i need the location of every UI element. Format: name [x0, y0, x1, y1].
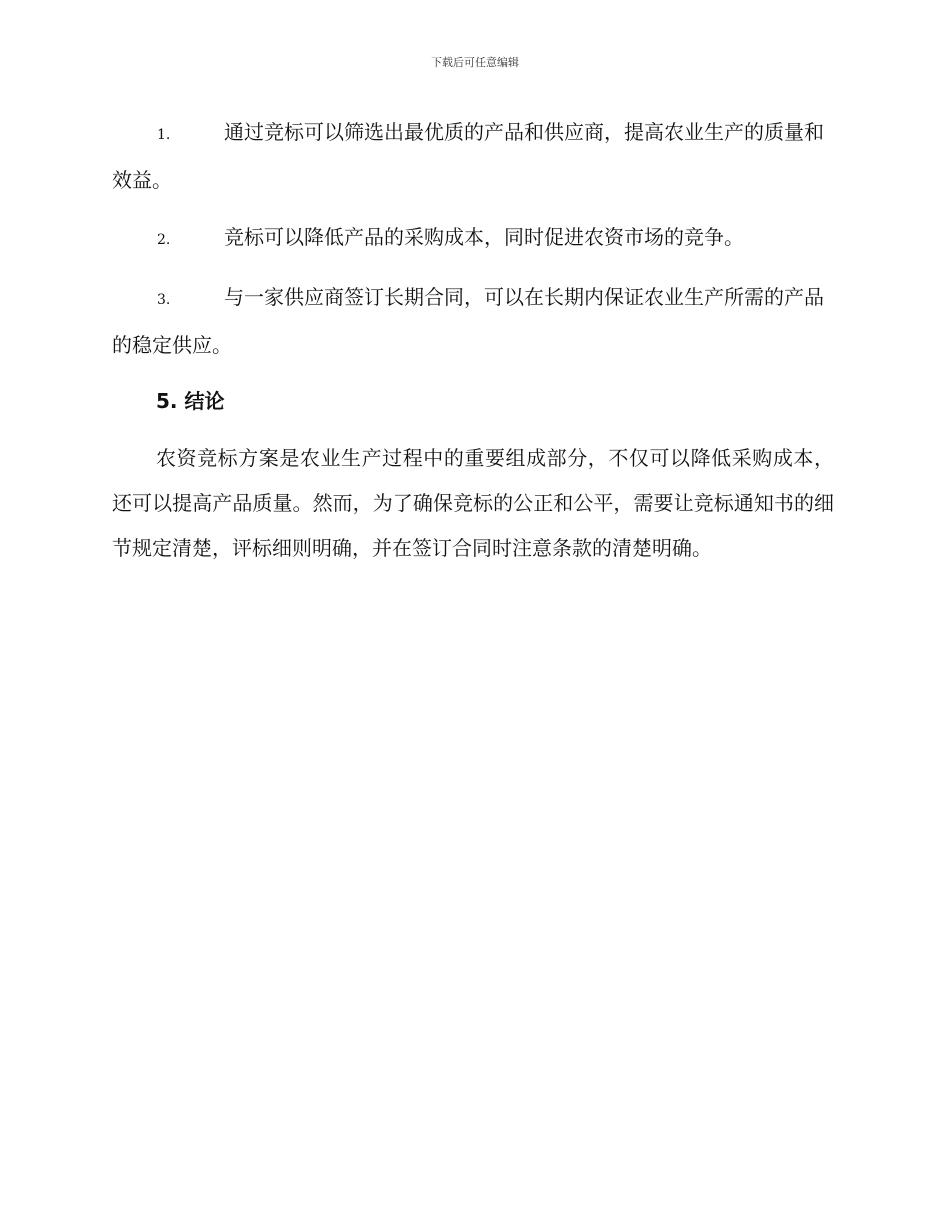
- header-note: 下载后可任意编辑: [431, 56, 519, 69]
- list-item-text: 通过竞标可以筛选出最优质的产品和供应商，提高农业生产的质量和效益。: [112, 120, 824, 192]
- section-heading: 5. 结论: [156, 389, 225, 413]
- list-item-text: 竞标可以降低产品的采购成本，同时促进农资市场的竞争。: [224, 225, 744, 249]
- list-item: [112, 275, 834, 368]
- list-item-number: 3.: [157, 292, 171, 308]
- list-item: [112, 215, 834, 263]
- list-item-text: 与一家供应商签订长期合同，可以在长期内保证农业生产所需的产品的稳定供应。: [112, 285, 824, 357]
- document-content: [112, 110, 834, 571]
- list-item-number: 2.: [157, 232, 171, 248]
- conclusion-paragraph: 农资竞标方案是农业生产过程中的重要组成部分，不仅可以降低采购成本，还可以提高产品质量。然而，为了确保竞标的公正和公平，需要让竞标通知书的细节规定清楚，评标细则明确，并在签订合同时注意条款的清楚明确。: [112, 446, 834, 560]
- list-item-number: 1.: [157, 127, 171, 143]
- list-item: [112, 110, 834, 203]
